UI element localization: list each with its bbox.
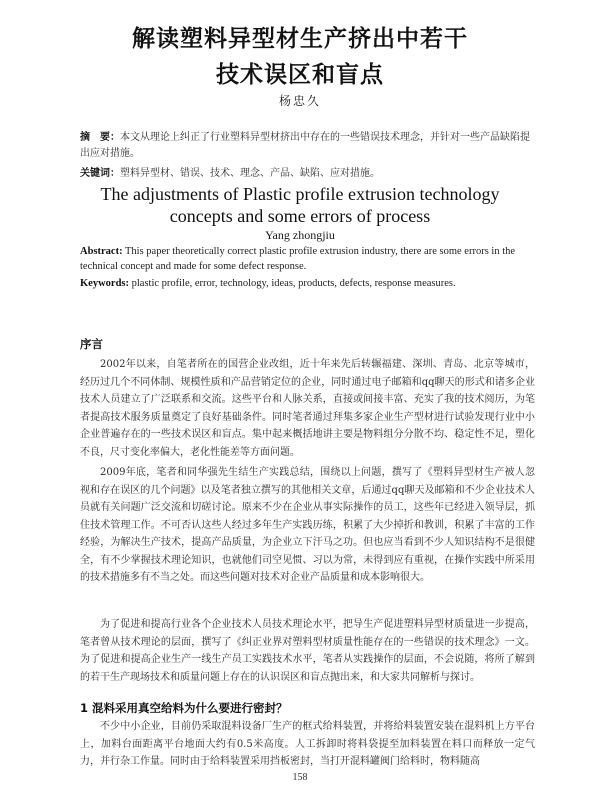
section-one-heading: 1 混料采用真空给料为什么要进行密封？: [80, 701, 288, 715]
abstract-cn: [80, 130, 530, 162]
keywords-cn-label: 关键词：: [80, 168, 120, 179]
abstract-en: [80, 244, 535, 274]
keywords-en-text: plastic profile, error, technology, ideas, products, defects, response measures.: [129, 278, 456, 289]
keywords-cn-text: 塑料异型材、错误、技术、理念、产品、缺陷、应对措施。: [120, 168, 380, 179]
abstract-en-label: Abstract:: [80, 246, 123, 257]
abstract-cn-label: 摘 要：: [80, 132, 120, 143]
abstract-en-text: This paper theoretically correct plastic profile extrusion industry, there are some errors in the technical concept and made for some defect response.: [80, 246, 516, 272]
abstract-cn-text: 本文从理论上纠正了行业塑料异型材挤出中存在的一些错误技术理念，并针对一些产品缺陷提出应对措施。: [80, 132, 530, 159]
paragraph-4: 不少中小企业，目前仍采取混料设备厂生产的框式给料装置，并将给料装置安装在混料机上方平台上，加料台面距离平台地面大约有0.5米高度。人工拆卸时将料袋提至加料装置在料口而释放一定气力，并行杂工作量。同时由于给料装置采用挡板密封，当打开混料罐阀门给料时，物料随高: [80, 721, 535, 767]
keywords-en: [80, 276, 535, 291]
title-en-line1: The adjustments of Plastic profile extrusion technology: [100, 184, 500, 204]
paragraph-3: 为了促进和提高行业各个企业技术人员技术理论水平，把导生产促进塑料异型材质量进一步提高，笔者曾从技术理论的层面，撰写了《纠正业界对塑料型材质量性能存在的一些错误的技术理念》一文。为了促进和提高企业生产一线生产员工实践技术水平，笔者从实践操作的层面，不会说随，将所了解到的若干生产现场技术和质量问题上存在的认识误区和盲点抛出来，和大家共同解析与探讨。: [80, 619, 535, 683]
page-number: 158: [292, 772, 308, 783]
author-en: Yang zhongjiu: [265, 228, 335, 242]
title-cn-line2: 技术误区和盲点: [216, 62, 384, 88]
title-en-line2: concepts and some errors of process: [169, 206, 431, 226]
keywords-cn: [80, 166, 530, 182]
paragraph-2: 2009年底，笔者和同华强先生结生产实践总结，围绕以上问题，撰写了《塑料异型材生产被人忽视和存在误区的几个问题》以及笔者独立撰写的其他相关文章，后通过qq聊天及邮箱和不少企业技术人员就有关问题广泛交流和切磋讨论。原来不少在企业从事实际操作的员工，这些年已经进入领导层，抓住技术管理工作。不可否认这些人经过多年生产实践历练，积累了大少掉折和教训，积累了丰富的工作经验，为解决生产技术，提高产品质量，为企业立下汗马之功。但也应当看到不少人知识结构不是很健全，有不少掌握技术理论知识，也就他们司空见惯、习以为常，未得到应有重视，在操作实践中所采用的技术措施多有不当之处。而这些问题对技术对企业产品质量和成本影响很大。: [80, 467, 535, 583]
author-cn: 杨忠久: [278, 94, 321, 108]
keywords-en-label: Keywords:: [80, 278, 129, 289]
paragraph-1: 2002年以来，自笔者所在的国营企业改组，近十年来先后转辗福建、深圳、青岛、北京等城市，经历过几个不同体制、规模性质和产品营销定位的企业，同时通过电子邮箱和qq聊天的形式和诸多企业技术人员建立了广泛联系和交流。这些平台和人脉关系，直接或间接丰富、充实了我的技术阅历，为笔者提高技术服务质量奠定了良好基础条件。同时笔者通过拜集多家企业生产型材进行试验发现行业中小企业普遍存在的一些技术误区和盲点。集中起来概括地讲主要是物料组分分散不均、稳定性不足，塑化不良，尺寸变化率偏大，老化性能差等方面问题。: [80, 359, 535, 458]
section-preface-heading: 序言: [80, 337, 103, 351]
title-cn-line1: 解读塑料异型材生产挤出中若干: [132, 26, 468, 52]
